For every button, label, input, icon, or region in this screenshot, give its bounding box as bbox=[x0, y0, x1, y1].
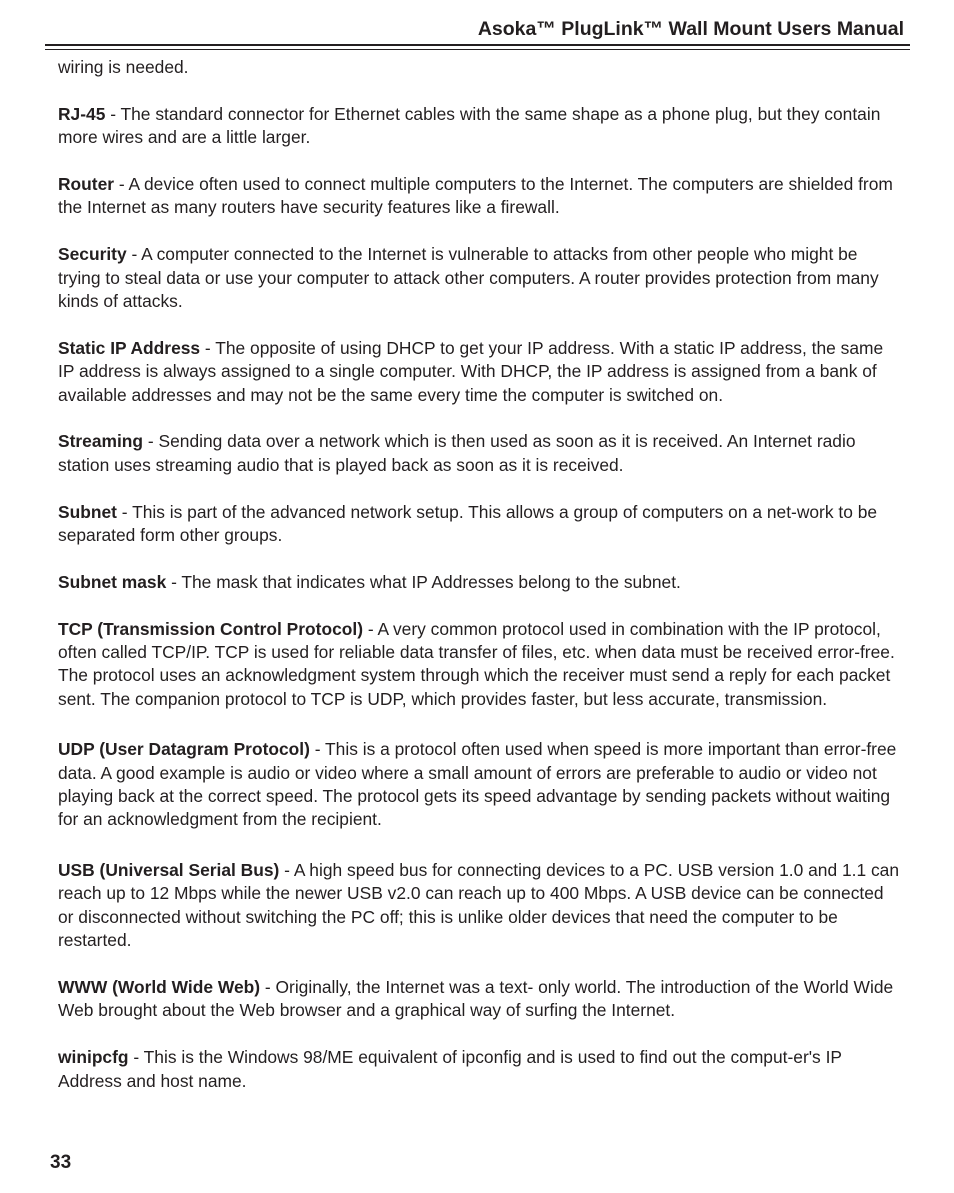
glossary-entry-static-ip bbox=[58, 337, 900, 407]
glossary-term: USB (Universal Serial Bus) bbox=[58, 859, 280, 880]
glossary-term: winipcfg bbox=[58, 1047, 129, 1068]
header-rule-thick bbox=[45, 44, 910, 46]
glossary-definition: - A high speed bus for connecting devices to a PC. USB version 1.0 and 1.1 can reach up to 12 Mbps while the newer USB v2.0 can reach up to 400 Mbps. A USB device can be connected or disconnected without switching the PC off; this is unlike older devices that need the computer to be restarted. bbox=[58, 859, 900, 951]
glossary-content bbox=[58, 56, 900, 1093]
glossary-entry-tcp bbox=[58, 618, 900, 712]
page-number: 33 bbox=[50, 1152, 72, 1173]
glossary-term: RJ-45 bbox=[58, 103, 106, 124]
glossary-term: UDP (User Datagram Protocol) bbox=[58, 739, 310, 760]
glossary-definition: - The opposite of using DHCP to get your IP address. With a static IP address, the same IP address is always assigned to a single computer. With DHCP, the IP address is assigned from a bank of available addresses and may not be the same every time the computer is switched on. bbox=[58, 337, 884, 405]
continuation-text: wiring is needed. bbox=[58, 57, 189, 77]
glossary-definition: - Sending data over a network which is then used as soon as it is received. An Internet radio station uses streaming audio that is played back as soon as it is received. bbox=[58, 431, 856, 475]
glossary-definition: - This is the Windows 98/ME equivalent of ipconfig and is used to find out the comput-er's IP Address and host name. bbox=[58, 1047, 842, 1091]
glossary-term: Security bbox=[58, 244, 127, 265]
glossary-term: Subnet bbox=[58, 501, 117, 522]
glossary-entry-winipcfg bbox=[58, 1046, 900, 1093]
glossary-definition: - Originally, the Internet was a text- only world. The introduction of the World Wide Web brought about the Web browser and a graphical way of surfing the Internet. bbox=[58, 976, 894, 1021]
glossary-definition: - A very common protocol used in combination with the IP protocol, often called TCP/IP. TCP is used for reliable data transfer of files, etc. when data must be received error-free. The protocol uses an acknowledgment system through which the receiver must send a reply for each packet sent. The companion protocol to TCP is UDP, which provides faster, but less accurate, transmission. bbox=[58, 618, 895, 709]
glossary-term: WWW (World Wide Web) bbox=[58, 976, 261, 997]
glossary-definition: - The standard connector for Ethernet cables with the same shape as a phone plug, but they contain more wires and are a little larger. bbox=[58, 103, 881, 148]
glossary-entry-udp bbox=[58, 738, 900, 832]
glossary-definition: - The mask that indicates what IP Addresses belong to the subnet. bbox=[166, 571, 681, 592]
glossary-term: TCP (Transmission Control Protocol) bbox=[58, 618, 364, 639]
glossary-definition: - A computer connected to the Internet is vulnerable to attacks from other people who might be trying to steal data or use your computer to attack other computers. A router provides protection from many kinds of attacks. bbox=[58, 244, 879, 312]
glossary-entry-security bbox=[58, 243, 900, 313]
glossary-entry-streaming bbox=[58, 430, 900, 477]
glossary-entry-usb bbox=[58, 859, 900, 953]
page-header-title: Asoka™ PlugLink™ Wall Mount Users Manual bbox=[477, 18, 904, 40]
glossary-entry-www bbox=[58, 976, 900, 1023]
glossary-definition: - This is a protocol often used when speed is more important than error-free data. A good example is audio or video where a small amount of errors are preferable to audio or video not playing back at the correct speed. The protocol gets its speed advantage by sending packets without waiting for an acknowledgment from the recipient. bbox=[58, 739, 897, 830]
glossary-entry-router bbox=[58, 173, 900, 220]
glossary-definition: - A device often used to connect multiple computers to the Internet. The computers are shielded from the Internet as many routers have security features like a firewall. bbox=[58, 174, 893, 218]
header-rule-thin bbox=[45, 49, 910, 50]
glossary-term: Streaming bbox=[58, 431, 144, 452]
glossary-term: Subnet mask bbox=[58, 571, 167, 592]
glossary-term: Router bbox=[58, 174, 115, 194]
glossary-entry-rj45 bbox=[58, 103, 900, 150]
glossary-entry-subnet-mask bbox=[58, 571, 900, 594]
glossary-entry-subnet bbox=[58, 501, 900, 548]
glossary-term: Static IP Address bbox=[58, 337, 201, 358]
glossary-definition: - This is part of the advanced network setup. This allows a group of computers on a net-work to be separated form other groups. bbox=[58, 501, 878, 546]
